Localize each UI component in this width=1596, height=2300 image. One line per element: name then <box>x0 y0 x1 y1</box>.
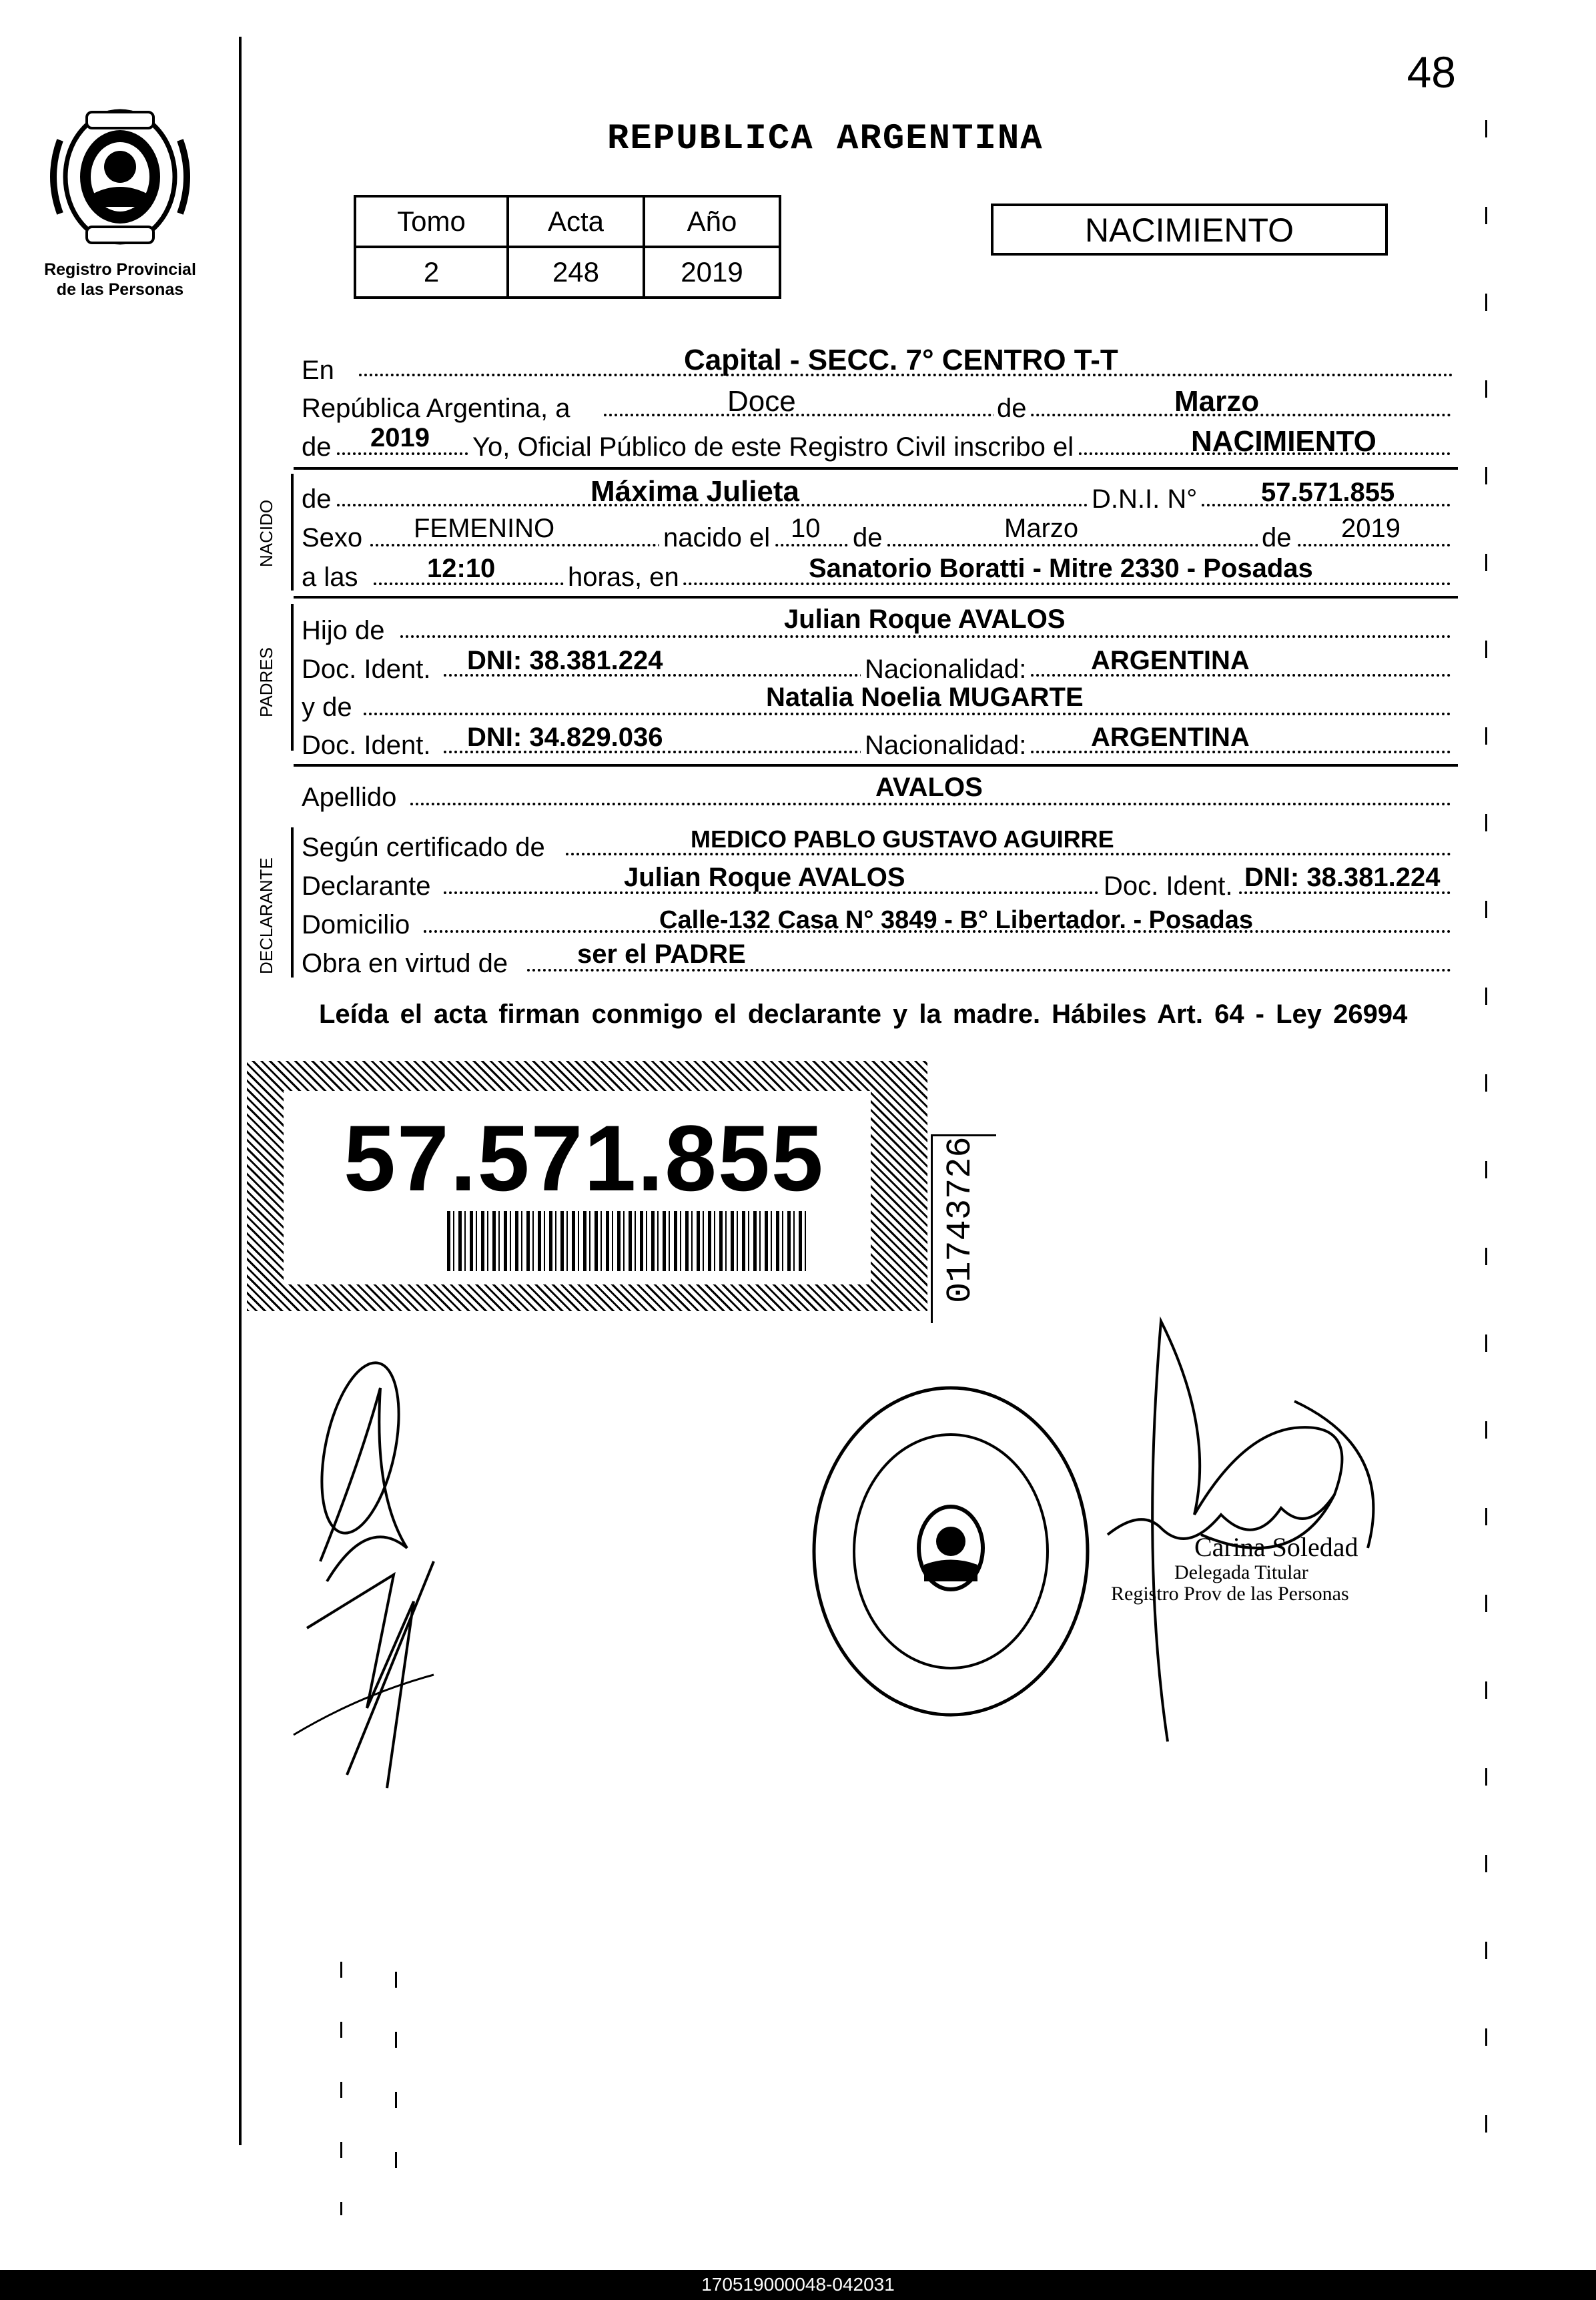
ano-value: 2019 <box>644 247 780 298</box>
serial-box <box>931 1134 996 1323</box>
de-label-5: de <box>1258 524 1296 551</box>
cert-label: Según certificado de <box>302 833 545 862</box>
divider-3 <box>294 764 1458 767</box>
sexo-label: Sexo <box>302 523 363 552</box>
obra-value: ser el PADRE <box>577 939 746 969</box>
margin-line <box>239 37 242 2145</box>
dni-value: 57.571.855 <box>1261 478 1395 507</box>
official-stamp <box>801 1378 1101 1728</box>
sticker-panel <box>284 1091 871 1284</box>
divider-1 <box>294 467 1458 470</box>
year-value: 2019 <box>370 423 430 452</box>
nacido-bar <box>291 474 294 591</box>
dom-value: Calle-132 Casa N° 3849 - B° Libertador. - Posadas <box>659 906 1253 934</box>
closing-text: Leída el acta firman conmigo el declarante y la madre. Hábiles Art. 64 - Ley 26994 <box>319 1000 1408 1029</box>
right-edge-marks <box>1485 120 1487 2155</box>
id-sticker <box>247 1061 927 1311</box>
obra-label: Obra en virtud de <box>302 949 508 978</box>
horas-label: horas, en <box>564 564 683 591</box>
apellido-label: Apellido <box>302 783 397 812</box>
left-signature <box>280 1361 467 1818</box>
page-number: 48 <box>1407 47 1456 97</box>
alas-label: a las <box>302 562 358 592</box>
record-type: NACIMIENTO <box>1085 212 1294 249</box>
decl-doc: DNI: 38.381.224 <box>1244 863 1441 892</box>
mother-name: Natalia Noelia MUGARTE <box>766 683 1084 712</box>
nacido-label: nacido el <box>659 524 774 551</box>
birth-place: Sanatorio Boratti - Mitre 2330 - Posadas <box>809 554 1313 583</box>
province-seal-icon <box>40 100 200 254</box>
tomo-value: 2 <box>355 247 508 298</box>
father-nationality: ARGENTINA <box>1091 646 1250 675</box>
apellido-value: AVALOS <box>875 773 983 802</box>
footer-code: 170519000048-042031 <box>701 2274 895 2295</box>
divider-2 <box>294 596 1458 599</box>
scan-marks-2 <box>395 1972 397 2212</box>
place-value: Capital - SECC. 7° CENTRO T-T <box>684 344 1118 376</box>
father-name: Julian Roque AVALOS <box>784 605 1066 634</box>
declarante-bar <box>291 827 294 978</box>
official-role: Delegada Titular <box>1174 1561 1308 1583</box>
mother-doc: DNI: 34.829.036 <box>467 723 663 752</box>
nacido-section-label: NACIDO <box>256 499 276 567</box>
serial-number: 01743726 <box>941 1136 980 1303</box>
header-acta: Acta <box>508 196 644 247</box>
doc-label-2: Doc. Ident. <box>302 731 431 760</box>
yo-label: Yo, Oficial Público de este Registro Civil inscribo el <box>468 434 1078 460</box>
yde-label: y de <box>302 693 352 722</box>
doc-label-3: Doc. Ident. <box>1100 873 1236 899</box>
province-logo <box>40 100 200 254</box>
de-label-3: de <box>302 484 332 514</box>
de-label-1: de <box>994 395 1030 422</box>
barcode <box>447 1211 807 1271</box>
footer-bar <box>0 2270 1596 2300</box>
birth-year: 2019 <box>1341 514 1401 543</box>
de-label-2: de <box>302 432 332 462</box>
decl-value: Julian Roque AVALOS <box>624 863 905 892</box>
birth-day: 10 <box>791 514 821 543</box>
padres-section-label: PADRES <box>256 647 276 717</box>
mother-dots <box>364 713 1451 715</box>
father-dots <box>400 635 1451 638</box>
sticker-number: 57.571.855 <box>344 1106 825 1210</box>
acta-table <box>354 195 781 299</box>
decl-label: Declarante <box>302 871 431 901</box>
month-value: Marzo <box>1174 385 1260 418</box>
right-signature <box>1081 1294 1428 1765</box>
nac-label-2: Nacionalidad: <box>861 732 1030 759</box>
en-label: En <box>302 356 334 385</box>
republica-label: República Argentina, a <box>302 394 570 423</box>
type-value: NACIMIENTO <box>1191 425 1376 458</box>
header-ano: Año <box>644 196 780 247</box>
hour-value: 12:10 <box>427 554 496 583</box>
dni-label: D.N.I. N° <box>1089 486 1200 512</box>
official-name: Carina Soledad <box>1194 1532 1358 1562</box>
dom-label: Domicilio <box>302 910 410 939</box>
sexo-value: FEMENINO <box>414 514 555 543</box>
cert-dots <box>566 853 1451 855</box>
acta-value: 248 <box>508 247 644 298</box>
apellido-dots <box>410 803 1451 805</box>
logo-caption-2: de las Personas <box>56 280 184 299</box>
document-title: REPUBLICA ARGENTINA <box>607 119 1044 159</box>
padres-bar <box>291 604 294 751</box>
birth-month: Marzo <box>1004 514 1079 543</box>
obra-dots <box>527 969 1451 972</box>
day-value: Doce <box>727 385 796 418</box>
de-label-4: de <box>849 524 887 551</box>
official-institution: Registro Prov de las Personas <box>1111 1583 1349 1605</box>
cert-value: MEDICO PABLO GUSTAVO AGUIRRE <box>691 825 1114 853</box>
doc-label-1: Doc. Ident. <box>302 655 431 684</box>
scan-marks <box>340 1962 342 2215</box>
father-doc: DNI: 38.381.224 <box>467 646 663 675</box>
logo-caption-1: Registro Provincial <box>44 260 196 279</box>
mother-nationality: ARGENTINA <box>1091 723 1250 752</box>
hijo-label: Hijo de <box>302 616 385 645</box>
header-tomo: Tomo <box>355 196 508 247</box>
child-name: Máxima Julieta <box>590 475 800 508</box>
declarante-section-label: DECLARANTE <box>256 857 276 974</box>
record-type-box <box>991 204 1388 256</box>
nac-label-1: Nacionalidad: <box>861 656 1030 683</box>
